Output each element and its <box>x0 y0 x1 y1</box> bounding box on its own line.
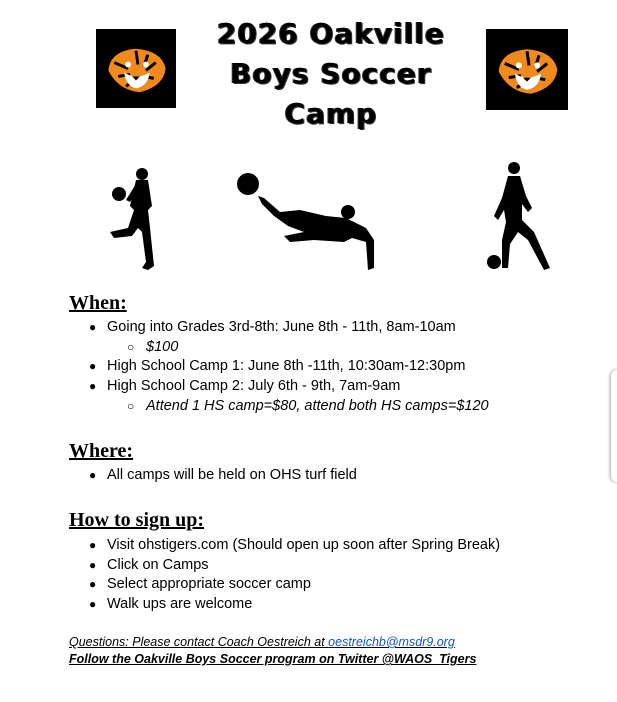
list-item: ● Visit ohstigers.com (Should open up soon after Spring Break) <box>69 536 500 556</box>
title-line: Camp <box>284 97 378 130</box>
list-item: ● Select appropriate soccer camp <box>69 575 500 595</box>
questions-text: Questions: Please contact Coach Oestreich at <box>69 635 329 649</box>
list-item: ○ $100 <box>69 338 489 358</box>
email-link[interactable]: oestreichb@msdr9.org <box>328 635 455 649</box>
tiger-logo-icon <box>96 29 176 108</box>
list-item: ● High School Camp 1: June 8th -11th, 10:30am-12:30pm <box>69 357 489 377</box>
soccer-player-bicycle-kick-icon <box>234 170 380 272</box>
list-item: ○ Attend 1 HS camp=$80, attend both HS camps=$120 <box>69 397 489 417</box>
soccer-player-dribbling-icon <box>484 160 556 272</box>
list-item: ● Click on Camps <box>69 556 500 576</box>
signup-heading: How to sign up: <box>69 509 205 531</box>
where-list <box>69 466 357 486</box>
when-list <box>69 318 489 417</box>
questions-line <box>69 634 455 651</box>
list-item: ● All camps will be held on OHS turf field <box>69 466 357 486</box>
list-item: ● Walk ups are welcome <box>69 595 500 615</box>
when-heading: When: <box>69 292 127 314</box>
list-item: ● Going into Grades 3rd-8th: June 8th - 11th, 8am-10am <box>69 318 489 338</box>
title-line: Boys Soccer <box>230 57 432 90</box>
where-heading: Where: <box>69 440 134 462</box>
list-item: ● High School Camp 2: July 6th - 9th, 7am-9am <box>69 377 489 397</box>
tiger-logo-icon <box>486 29 568 110</box>
twitter-follow-line: Follow the Oakville Boys Soccer program on Twitter @WAOS_Tigers <box>69 652 477 666</box>
page-title <box>196 14 466 134</box>
side-panel-tab[interactable] <box>611 370 617 482</box>
title-line: 2026 Oakville <box>216 17 446 50</box>
soccer-player-juggling-icon <box>104 166 164 272</box>
signup-list <box>69 536 500 615</box>
